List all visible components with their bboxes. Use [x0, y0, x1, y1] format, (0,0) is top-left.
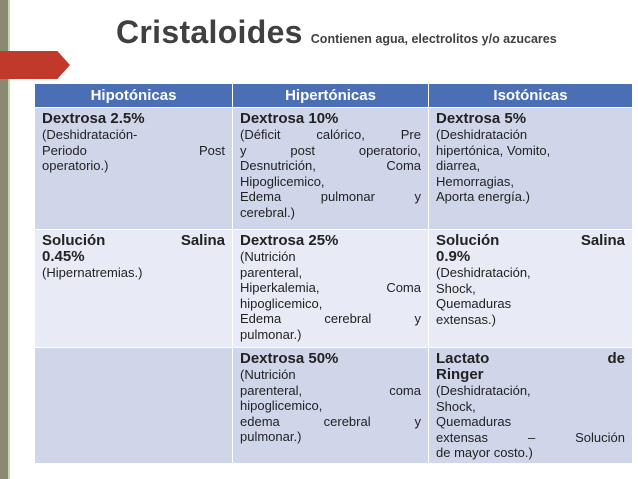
solution-desc-line: (Nutrición	[240, 249, 296, 264]
solution-desc-line: hipoglicemico,	[240, 398, 323, 413]
table-row	[35, 230, 633, 348]
solution-desc-line: Shock,	[436, 280, 476, 296]
solution-name: Ringer	[436, 366, 484, 383]
header-hipotonicas: Hipotónicas	[35, 84, 233, 108]
solution-name: 0.9%	[436, 248, 471, 265]
solution-desc-line: Edema pulmonar y	[240, 189, 421, 204]
slide-subtitle: Contienen agua, electrolitos y/o azucares	[310, 32, 557, 46]
solution-desc-line: (Deshidratación-	[42, 127, 138, 142]
solution-desc-line: Periodo Post	[42, 142, 225, 158]
table-cell	[35, 230, 233, 348]
solution-desc-line: (Déficit calórico, Pre	[240, 127, 421, 142]
solution-desc-line: (Hipernatremias.)	[42, 265, 143, 280]
solution-desc-line: Aporta energía.)	[436, 189, 530, 204]
solution-name: Dextrosa 25%	[240, 232, 339, 249]
table-row	[35, 348, 633, 464]
header-hipertonicas: Hipertónicas	[233, 84, 429, 108]
solution-desc-line: hipertónica, Vomito,	[436, 142, 551, 158]
solution-desc-line: (Deshidratación,	[436, 265, 531, 280]
solution-desc-line: diarrea,	[436, 158, 481, 173]
table-cell	[429, 230, 633, 348]
solution-desc-line: operatorio.)	[42, 158, 109, 173]
solution-name: Dextrosa 10%	[240, 110, 339, 127]
solution-desc-line: Shock,	[436, 398, 476, 414]
solution-name: Dextrosa 5%	[436, 110, 527, 127]
table-row	[35, 108, 633, 230]
header-isotonicas: Isotónicas	[429, 84, 633, 108]
solution-desc-line: Desnutrición, Coma	[240, 158, 421, 173]
table-cell	[233, 108, 429, 230]
red-arrow-decoration	[0, 51, 70, 79]
solution-desc-line: parenteral,	[240, 264, 303, 280]
table-header-row	[35, 84, 633, 108]
solution-desc-line: pulmonar.)	[240, 326, 302, 342]
solution-desc-line: (Nutrición	[240, 367, 296, 382]
solution-name: 0.45%	[42, 248, 85, 265]
solution-name: Lactato de	[436, 350, 625, 367]
solution-desc-line: Hipoglicemico,	[240, 173, 325, 189]
solution-desc-line: extensas.)	[436, 311, 496, 327]
solution-name: Solución Salina	[436, 232, 625, 249]
table-cell	[35, 108, 233, 230]
solution-desc-line: (Deshidratación,	[436, 383, 531, 398]
table-cell	[429, 108, 633, 230]
solution-desc-line: Hemorragias,	[436, 173, 515, 189]
table-cell	[233, 348, 429, 464]
solution-desc-line: edema cerebral y	[240, 413, 421, 429]
solution-desc-line: pulmonar.)	[240, 429, 302, 444]
solution-name: Solución Salina	[42, 232, 225, 249]
solution-desc-line: Quemaduras	[436, 414, 512, 429]
solution-desc-line: Quemaduras	[436, 296, 512, 311]
slide-title: Cristaloides	[116, 14, 303, 50]
solution-desc-line: Edema cerebral y	[240, 311, 421, 326]
solution-desc-line: y post operatorio,	[240, 142, 421, 158]
solution-desc-line: de mayor costo.)	[436, 445, 533, 460]
solution-name: Dextrosa 2.5%	[42, 110, 145, 127]
cristaloides-table	[34, 83, 632, 477]
solution-desc-line: Hiperkalemia, Coma	[240, 280, 421, 295]
solution-desc-line: hipoglicemico,	[240, 295, 323, 311]
table-cell	[429, 348, 633, 464]
solution-desc-line: (Deshidratación	[436, 127, 528, 142]
table-cell	[233, 230, 429, 348]
table-cell-empty	[35, 348, 233, 464]
title-row	[116, 14, 557, 51]
solution-desc-line: cerebral.)	[240, 204, 295, 220]
solution-name: Dextrosa 50%	[240, 350, 339, 367]
solution-desc-line: extensas – Solución	[436, 429, 625, 445]
solution-desc-line: parenteral, coma	[240, 382, 421, 398]
